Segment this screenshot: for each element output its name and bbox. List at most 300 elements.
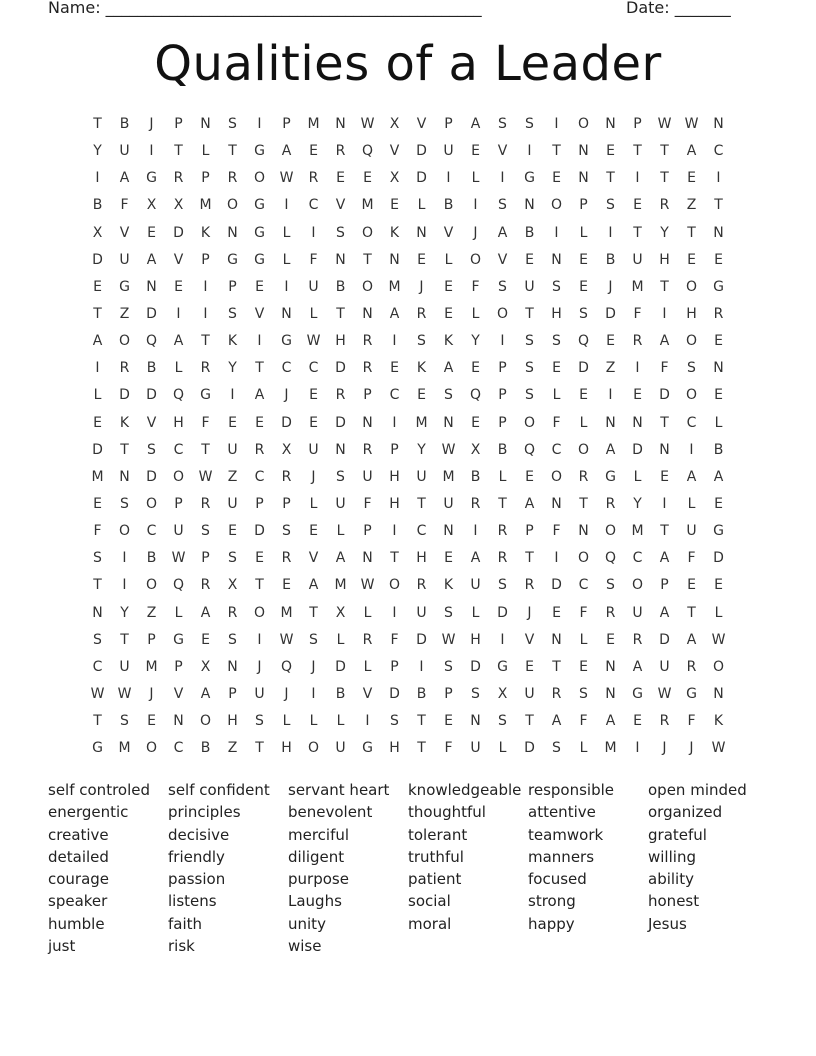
grid-cell[interactable]: R: [659, 197, 670, 214]
grid-cell[interactable]: B: [335, 278, 346, 295]
grid-cell[interactable]: T: [255, 577, 264, 594]
grid-cell[interactable]: E: [471, 414, 480, 431]
grid-cell[interactable]: T: [390, 550, 399, 567]
grid-cell[interactable]: P: [147, 631, 156, 648]
grid-cell[interactable]: H: [173, 414, 184, 431]
grid-cell[interactable]: P: [174, 658, 183, 675]
grid-cell[interactable]: L: [93, 387, 102, 404]
grid-cell[interactable]: Y: [471, 333, 480, 350]
grid-cell[interactable]: I: [392, 523, 397, 540]
grid-cell[interactable]: Q: [604, 550, 617, 567]
grid-cell[interactable]: C: [173, 740, 184, 757]
grid-cell[interactable]: I: [95, 360, 100, 377]
grid-cell[interactable]: V: [308, 550, 319, 567]
grid-cell[interactable]: E: [93, 495, 102, 512]
grid-cell[interactable]: U: [362, 468, 373, 485]
grid-cell[interactable]: C: [686, 414, 697, 431]
grid-cell[interactable]: G: [254, 197, 265, 214]
grid-cell[interactable]: L: [174, 360, 183, 377]
grid-cell[interactable]: N: [362, 305, 373, 322]
grid-cell[interactable]: R: [605, 495, 616, 512]
grid-cell[interactable]: U: [119, 143, 130, 160]
grid-cell[interactable]: I: [419, 658, 424, 675]
grid-cell[interactable]: L: [552, 387, 561, 404]
grid-cell[interactable]: D: [335, 360, 346, 377]
grid-cell[interactable]: S: [390, 713, 399, 730]
grid-cell[interactable]: F: [201, 414, 210, 431]
grid-cell[interactable]: E: [525, 658, 534, 675]
grid-cell[interactable]: O: [145, 495, 158, 512]
grid-cell[interactable]: V: [173, 685, 184, 702]
grid-cell[interactable]: D: [578, 360, 589, 377]
grid-cell[interactable]: C: [389, 387, 400, 404]
grid-cell[interactable]: W: [441, 631, 456, 648]
grid-cell[interactable]: D: [173, 224, 184, 241]
grid-cell[interactable]: S: [444, 387, 453, 404]
grid-cell[interactable]: I: [392, 414, 397, 431]
grid-cell[interactable]: N: [200, 116, 211, 132]
grid-cell[interactable]: O: [118, 333, 131, 350]
grid-cell[interactable]: T: [417, 713, 426, 730]
grid-cell[interactable]: I: [500, 333, 505, 350]
grid-cell[interactable]: E: [714, 387, 723, 404]
grid-cell[interactable]: Q: [469, 387, 482, 404]
grid-cell[interactable]: M: [388, 278, 401, 295]
grid-cell[interactable]: I: [149, 143, 154, 160]
grid-cell[interactable]: G: [281, 333, 292, 350]
grid-cell[interactable]: E: [471, 143, 480, 160]
grid-cell[interactable]: R: [362, 631, 373, 648]
grid-cell[interactable]: I: [257, 631, 262, 648]
grid-cell[interactable]: T: [363, 251, 372, 268]
grid-cell[interactable]: J: [608, 278, 613, 295]
grid-cell[interactable]: E: [444, 550, 453, 567]
grid-cell[interactable]: I: [203, 305, 208, 322]
grid-cell[interactable]: F: [687, 550, 696, 567]
grid-cell[interactable]: C: [308, 197, 319, 214]
grid-cell[interactable]: M: [442, 468, 455, 485]
grid-cell[interactable]: H: [416, 550, 427, 567]
grid-cell[interactable]: S: [525, 360, 534, 377]
grid-cell[interactable]: N: [551, 495, 562, 512]
grid-cell[interactable]: V: [524, 631, 535, 648]
grid-cell[interactable]: Y: [228, 360, 237, 377]
grid-cell[interactable]: D: [416, 170, 427, 187]
grid-cell[interactable]: B: [713, 441, 724, 458]
grid-cell[interactable]: E: [417, 387, 426, 404]
grid-cell[interactable]: A: [686, 143, 697, 160]
grid-cell[interactable]: T: [417, 495, 426, 512]
grid-cell[interactable]: M: [604, 740, 617, 757]
grid-cell[interactable]: E: [552, 360, 561, 377]
grid-cell[interactable]: N: [605, 685, 616, 702]
grid-cell[interactable]: L: [633, 468, 642, 485]
grid-cell[interactable]: I: [392, 604, 397, 621]
grid-cell[interactable]: A: [173, 333, 184, 350]
grid-cell[interactable]: M: [199, 197, 212, 214]
grid-cell[interactable]: E: [255, 550, 264, 567]
grid-cell[interactable]: T: [579, 495, 588, 512]
grid-cell[interactable]: S: [579, 305, 588, 322]
grid-cell[interactable]: M: [145, 658, 158, 675]
grid-cell[interactable]: W: [306, 333, 321, 350]
grid-cell[interactable]: F: [552, 523, 561, 540]
grid-cell[interactable]: L: [498, 468, 507, 485]
grid-cell[interactable]: L: [579, 414, 588, 431]
grid-cell[interactable]: S: [498, 577, 507, 594]
grid-cell[interactable]: U: [443, 143, 454, 160]
grid-cell[interactable]: R: [524, 577, 535, 594]
grid-cell[interactable]: C: [92, 658, 103, 675]
grid-cell[interactable]: T: [417, 740, 426, 757]
grid-cell[interactable]: T: [660, 143, 669, 160]
grid-cell[interactable]: L: [579, 224, 588, 241]
grid-cell[interactable]: D: [632, 441, 643, 458]
grid-cell[interactable]: P: [660, 577, 669, 594]
grid-cell[interactable]: F: [390, 631, 399, 648]
grid-cell[interactable]: E: [525, 251, 534, 268]
grid-cell[interactable]: S: [282, 523, 291, 540]
grid-cell[interactable]: F: [687, 713, 696, 730]
grid-cell[interactable]: R: [200, 577, 211, 594]
grid-cell[interactable]: B: [416, 685, 427, 702]
grid-cell[interactable]: T: [120, 631, 129, 648]
grid-cell[interactable]: A: [308, 577, 319, 594]
grid-cell[interactable]: A: [146, 251, 157, 268]
grid-cell[interactable]: N: [443, 414, 454, 431]
grid-cell[interactable]: I: [203, 278, 208, 295]
grid-cell[interactable]: X: [335, 604, 346, 621]
grid-cell[interactable]: D: [416, 143, 427, 160]
grid-cell[interactable]: D: [497, 604, 508, 621]
grid-cell[interactable]: R: [119, 360, 130, 377]
grid-cell[interactable]: I: [95, 170, 100, 187]
grid-cell[interactable]: T: [255, 740, 264, 757]
grid-cell[interactable]: I: [527, 143, 532, 160]
grid-cell[interactable]: R: [497, 550, 508, 567]
grid-cell[interactable]: S: [552, 333, 561, 350]
grid-cell[interactable]: Q: [523, 441, 536, 458]
grid-cell[interactable]: L: [471, 170, 480, 187]
grid-cell[interactable]: E: [660, 468, 669, 485]
grid-cell[interactable]: R: [362, 360, 373, 377]
grid-cell[interactable]: O: [685, 387, 698, 404]
grid-cell[interactable]: T: [660, 170, 669, 187]
grid-cell[interactable]: O: [361, 278, 374, 295]
grid-cell[interactable]: D: [281, 414, 292, 431]
grid-cell[interactable]: S: [498, 197, 507, 214]
grid-cell[interactable]: Z: [227, 468, 238, 485]
grid-cell[interactable]: E: [714, 251, 723, 268]
grid-cell[interactable]: I: [608, 387, 613, 404]
grid-cell[interactable]: G: [686, 685, 697, 702]
grid-cell[interactable]: G: [497, 658, 508, 675]
grid-cell[interactable]: E: [606, 631, 615, 648]
grid-cell[interactable]: W: [117, 685, 132, 702]
grid-cell[interactable]: N: [92, 604, 103, 621]
grid-cell[interactable]: S: [147, 441, 156, 458]
grid-cell[interactable]: K: [713, 713, 724, 730]
grid-cell[interactable]: P: [390, 441, 399, 458]
grid-cell[interactable]: T: [201, 333, 210, 350]
grid-cell[interactable]: I: [365, 713, 370, 730]
grid-cell[interactable]: E: [633, 713, 642, 730]
grid-cell[interactable]: A: [497, 224, 508, 241]
grid-cell[interactable]: P: [174, 495, 183, 512]
grid-cell[interactable]: N: [416, 224, 427, 241]
grid-cell[interactable]: E: [633, 387, 642, 404]
grid-cell[interactable]: P: [282, 116, 291, 132]
grid-cell[interactable]: A: [119, 170, 130, 187]
grid-cell[interactable]: T: [660, 414, 669, 431]
grid-cell[interactable]: O: [604, 523, 617, 540]
grid-cell[interactable]: L: [714, 604, 723, 621]
grid-cell[interactable]: T: [93, 305, 102, 322]
date-field[interactable]: Date: _______: [626, 0, 731, 17]
grid-cell[interactable]: S: [471, 685, 480, 702]
grid-cell[interactable]: P: [363, 387, 372, 404]
grid-cell[interactable]: E: [309, 387, 318, 404]
grid-cell[interactable]: S: [93, 550, 102, 567]
grid-cell[interactable]: T: [687, 224, 696, 241]
grid-cell[interactable]: U: [524, 278, 535, 295]
grid-cell[interactable]: J: [419, 278, 424, 295]
grid-cell[interactable]: D: [389, 685, 400, 702]
grid-cell[interactable]: O: [631, 577, 644, 594]
grid-cell[interactable]: F: [660, 360, 669, 377]
grid-cell[interactable]: F: [444, 740, 453, 757]
grid-cell[interactable]: S: [228, 631, 237, 648]
grid-cell[interactable]: U: [524, 685, 535, 702]
grid-cell[interactable]: L: [471, 305, 480, 322]
grid-cell[interactable]: L: [309, 495, 318, 512]
grid-cell[interactable]: P: [228, 278, 237, 295]
grid-cell[interactable]: E: [552, 604, 561, 621]
grid-cell[interactable]: R: [281, 550, 292, 567]
grid-cell[interactable]: V: [146, 414, 157, 431]
grid-cell[interactable]: F: [579, 604, 588, 621]
grid-cell[interactable]: S: [552, 740, 561, 757]
grid-cell[interactable]: O: [199, 713, 212, 730]
grid-cell[interactable]: T: [660, 523, 669, 540]
grid-cell[interactable]: G: [146, 170, 157, 187]
grid-cell[interactable]: F: [552, 414, 561, 431]
grid-cell[interactable]: V: [173, 251, 184, 268]
grid-cell[interactable]: X: [497, 685, 508, 702]
grid-cell[interactable]: L: [201, 143, 210, 160]
grid-cell[interactable]: I: [662, 495, 667, 512]
grid-cell[interactable]: U: [227, 441, 238, 458]
grid-cell[interactable]: V: [119, 224, 130, 241]
grid-cell[interactable]: R: [335, 143, 346, 160]
grid-cell[interactable]: B: [443, 197, 454, 214]
grid-cell[interactable]: G: [119, 278, 130, 295]
grid-cell[interactable]: B: [200, 740, 211, 757]
grid-cell[interactable]: S: [228, 116, 237, 132]
grid-cell[interactable]: E: [552, 170, 561, 187]
grid-cell[interactable]: A: [659, 550, 670, 567]
grid-cell[interactable]: O: [226, 197, 239, 214]
grid-cell[interactable]: N: [713, 116, 724, 132]
grid-cell[interactable]: S: [552, 278, 561, 295]
grid-cell[interactable]: E: [444, 713, 453, 730]
grid-cell[interactable]: X: [470, 441, 481, 458]
grid-cell[interactable]: S: [606, 197, 615, 214]
grid-cell[interactable]: N: [713, 360, 724, 377]
grid-cell[interactable]: P: [444, 685, 453, 702]
grid-cell[interactable]: R: [200, 495, 211, 512]
grid-cell[interactable]: G: [605, 468, 616, 485]
grid-cell[interactable]: C: [632, 550, 643, 567]
grid-cell[interactable]: N: [713, 224, 724, 241]
grid-cell[interactable]: X: [227, 577, 238, 594]
grid-cell[interactable]: W: [441, 441, 456, 458]
grid-cell[interactable]: A: [551, 713, 562, 730]
grid-cell[interactable]: O: [712, 658, 725, 675]
grid-cell[interactable]: E: [444, 278, 453, 295]
grid-cell[interactable]: Y: [633, 495, 642, 512]
grid-cell[interactable]: T: [120, 441, 129, 458]
grid-cell[interactable]: T: [525, 305, 534, 322]
grid-cell[interactable]: L: [363, 604, 372, 621]
grid-cell[interactable]: I: [230, 387, 235, 404]
grid-cell[interactable]: L: [336, 713, 345, 730]
grid-cell[interactable]: Z: [119, 305, 130, 322]
grid-cell[interactable]: P: [255, 495, 264, 512]
grid-cell[interactable]: V: [443, 224, 454, 241]
grid-cell[interactable]: O: [577, 116, 590, 132]
grid-cell[interactable]: I: [446, 170, 451, 187]
grid-cell[interactable]: B: [605, 251, 616, 268]
grid-cell[interactable]: I: [122, 550, 127, 567]
grid-cell[interactable]: G: [254, 143, 265, 160]
grid-cell[interactable]: W: [684, 116, 699, 132]
grid-cell[interactable]: O: [388, 577, 401, 594]
grid-cell[interactable]: S: [255, 713, 264, 730]
grid-cell[interactable]: E: [201, 631, 210, 648]
grid-cell[interactable]: E: [579, 251, 588, 268]
grid-cell[interactable]: A: [254, 387, 265, 404]
grid-cell[interactable]: G: [92, 740, 103, 757]
grid-cell[interactable]: O: [685, 278, 698, 295]
grid-cell[interactable]: G: [254, 224, 265, 241]
grid-cell[interactable]: R: [281, 468, 292, 485]
grid-cell[interactable]: W: [171, 550, 186, 567]
grid-cell[interactable]: H: [281, 740, 292, 757]
grid-cell[interactable]: H: [389, 495, 400, 512]
grid-cell[interactable]: D: [146, 305, 157, 322]
grid-cell[interactable]: F: [309, 251, 318, 268]
grid-cell[interactable]: B: [92, 197, 103, 214]
grid-cell[interactable]: P: [228, 685, 237, 702]
grid-cell[interactable]: N: [443, 523, 454, 540]
grid-cell[interactable]: T: [525, 550, 534, 567]
grid-cell[interactable]: I: [311, 685, 316, 702]
grid-cell[interactable]: J: [311, 658, 316, 675]
grid-cell[interactable]: N: [173, 713, 184, 730]
grid-cell[interactable]: R: [659, 713, 670, 730]
grid-cell[interactable]: E: [390, 360, 399, 377]
grid-cell[interactable]: M: [415, 414, 428, 431]
grid-cell[interactable]: I: [473, 197, 478, 214]
grid-cell[interactable]: D: [605, 305, 616, 322]
grid-cell[interactable]: N: [524, 197, 535, 214]
grid-cell[interactable]: O: [496, 305, 509, 322]
grid-cell[interactable]: R: [416, 305, 427, 322]
grid-cell[interactable]: L: [282, 224, 291, 241]
grid-cell[interactable]: N: [605, 414, 616, 431]
grid-cell[interactable]: S: [498, 116, 507, 132]
grid-cell[interactable]: T: [633, 143, 642, 160]
grid-cell[interactable]: W: [279, 631, 294, 648]
grid-cell[interactable]: Q: [145, 333, 158, 350]
grid-cell[interactable]: R: [308, 170, 319, 187]
grid-cell[interactable]: X: [389, 116, 400, 132]
grid-cell[interactable]: D: [146, 468, 157, 485]
grid-cell[interactable]: N: [335, 251, 346, 268]
grid-cell[interactable]: K: [200, 224, 211, 241]
grid-cell[interactable]: J: [149, 685, 154, 702]
grid-cell[interactable]: E: [714, 333, 723, 350]
grid-cell[interactable]: U: [227, 495, 238, 512]
grid-cell[interactable]: P: [390, 658, 399, 675]
grid-cell[interactable]: S: [444, 604, 453, 621]
grid-cell[interactable]: B: [470, 468, 481, 485]
grid-cell[interactable]: J: [311, 468, 316, 485]
grid-cell[interactable]: G: [254, 251, 265, 268]
grid-cell[interactable]: X: [92, 224, 103, 241]
grid-cell[interactable]: A: [659, 604, 670, 621]
grid-cell[interactable]: N: [146, 278, 157, 295]
grid-cell[interactable]: E: [714, 577, 723, 594]
grid-cell[interactable]: S: [336, 468, 345, 485]
grid-cell[interactable]: O: [550, 197, 563, 214]
grid-cell[interactable]: I: [662, 305, 667, 322]
grid-cell[interactable]: L: [471, 604, 480, 621]
grid-cell[interactable]: V: [254, 305, 265, 322]
grid-cell[interactable]: T: [228, 143, 237, 160]
grid-cell[interactable]: C: [173, 441, 184, 458]
grid-cell[interactable]: T: [660, 278, 669, 295]
grid-cell[interactable]: K: [443, 577, 454, 594]
grid-cell[interactable]: C: [416, 523, 427, 540]
grid-cell[interactable]: P: [201, 550, 210, 567]
grid-cell[interactable]: O: [685, 333, 698, 350]
grid-cell[interactable]: V: [416, 116, 427, 132]
grid-cell[interactable]: L: [336, 631, 345, 648]
grid-cell[interactable]: R: [551, 685, 562, 702]
grid-cell[interactable]: S: [525, 333, 534, 350]
grid-cell[interactable]: A: [92, 333, 103, 350]
grid-cell[interactable]: E: [363, 170, 372, 187]
grid-cell[interactable]: B: [524, 224, 535, 241]
grid-cell[interactable]: P: [498, 387, 507, 404]
grid-cell[interactable]: T: [552, 143, 561, 160]
grid-cell[interactable]: T: [525, 713, 534, 730]
grid-cell[interactable]: L: [363, 658, 372, 675]
grid-cell[interactable]: N: [713, 685, 724, 702]
grid-cell[interactable]: O: [253, 604, 266, 621]
grid-cell[interactable]: P: [525, 523, 534, 540]
grid-cell[interactable]: I: [284, 197, 289, 214]
grid-cell[interactable]: O: [469, 251, 482, 268]
grid-cell[interactable]: P: [363, 523, 372, 540]
grid-cell[interactable]: A: [632, 658, 643, 675]
grid-cell[interactable]: S: [228, 550, 237, 567]
grid-cell[interactable]: Q: [172, 577, 185, 594]
grid-cell[interactable]: R: [416, 577, 427, 594]
grid-cell[interactable]: B: [497, 441, 508, 458]
